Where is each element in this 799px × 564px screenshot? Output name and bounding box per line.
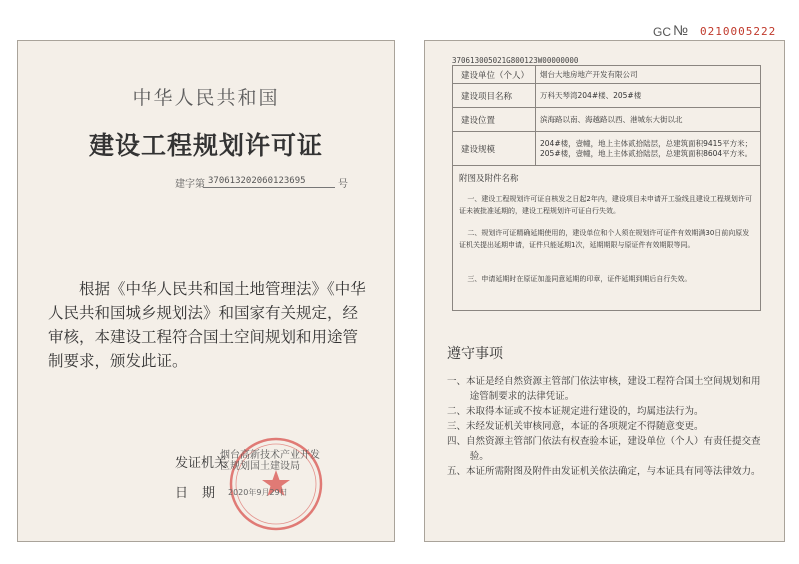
- observation-item: 五、本证所需附图及附件由发证机关依法确定，与本证具有同等法律效力。: [447, 466, 761, 477]
- observation-item: 四、自然资源主管部门依法有权查验本证，建设单位（个人）有责任提交查验。: [447, 436, 761, 462]
- observation-item: 一、本证是经自然资源主管部门依法审核，建设工程符合国土空间规划和用途管制要求的法律凭证。: [447, 376, 761, 402]
- table-value-cell: 滨海路以南、海越路以西、港城东大街以北: [540, 114, 683, 124]
- attachments-section: [453, 166, 760, 310]
- issue-date: 2020年9月29日: [228, 488, 288, 497]
- observation-item: 二、未取得本证或不按本证规定进行建设的，均属违法行为。: [447, 406, 704, 417]
- table-row: [453, 132, 760, 166]
- issuer-label: 发证机关: [175, 456, 228, 471]
- registration-suffix: 号: [338, 179, 348, 190]
- table-row: [453, 108, 760, 132]
- table-value-cell: 204#楼，壹幢，地上主体贰拾陆层，总建筑面积9415平方米；205#楼，壹幢，地上主体贰拾陆层，总建筑面积8604平方米。: [540, 138, 753, 158]
- table-label-cell: 建设项目名称: [453, 84, 536, 107]
- table-label-cell: 建设单位（个人）: [453, 66, 536, 83]
- attachment-item: 三、申请延期时在原证加盖同意延期的印章，证件延期到期后自行失效。: [467, 275, 692, 283]
- project-info-table: [452, 65, 761, 311]
- table-value-cell: 万科天琴湾204#楼、205#楼: [540, 90, 642, 100]
- observations-title: 遵守事项: [447, 346, 503, 362]
- permit-code: 370613005021G800123W00000000: [452, 56, 579, 65]
- attachment-item: 一、建设工程规划许可证自核发之日起2年内，建设项目未申请开工验线且建设工程规划许可证未被批准延期的，建设工程规划许可证自行失效。: [459, 195, 752, 215]
- table-label-cell: 建设位置: [453, 108, 536, 131]
- observation-item: 三、未经发证机关审核同意，本证的各项规定不得随意变更。: [447, 421, 704, 432]
- certificate-details-page: [424, 40, 785, 542]
- observations-list: [447, 374, 767, 479]
- registration-number: 370613202060123695: [208, 176, 306, 186]
- certificate-title: 建设工程规划许可证: [88, 131, 323, 160]
- table-row: [453, 66, 760, 84]
- attachment-item: 二、规划许可证精确延期使用的，建设单位和个人须在规划许可证件有效期满30日前向原发证机关提出延期申请，证件只能延期1次，延期期限与原证件有效期限等同。: [459, 229, 750, 249]
- table-label-cell: 建设规模: [453, 132, 536, 165]
- table-row: [453, 84, 760, 108]
- serial-number: 0210005222: [700, 25, 777, 38]
- date-label: 日期: [175, 486, 230, 501]
- issuance-statement: 根据《中华人民共和国土地管理法》《中华人民共和国城乡规划法》和国家有关规定，经审核，本建设工程符合国土空间规划和用途管制要求，颁发此证。: [48, 280, 366, 370]
- table-value-cell: 烟台大地房地产开发有限公司: [540, 69, 638, 79]
- serial-number-mark: №: [673, 22, 689, 38]
- registration-label: 建字第: [175, 179, 205, 190]
- issuer-name: 烟台高新技术产业开发区规划国土建设局: [220, 450, 320, 472]
- country-heading: 中华人民共和国: [132, 87, 280, 109]
- serial-prefix: GC: [653, 25, 671, 39]
- attachments-title: 附图及附件名称: [459, 174, 519, 184]
- certificate-cover-page: [17, 40, 395, 542]
- registration-underline: [203, 187, 335, 188]
